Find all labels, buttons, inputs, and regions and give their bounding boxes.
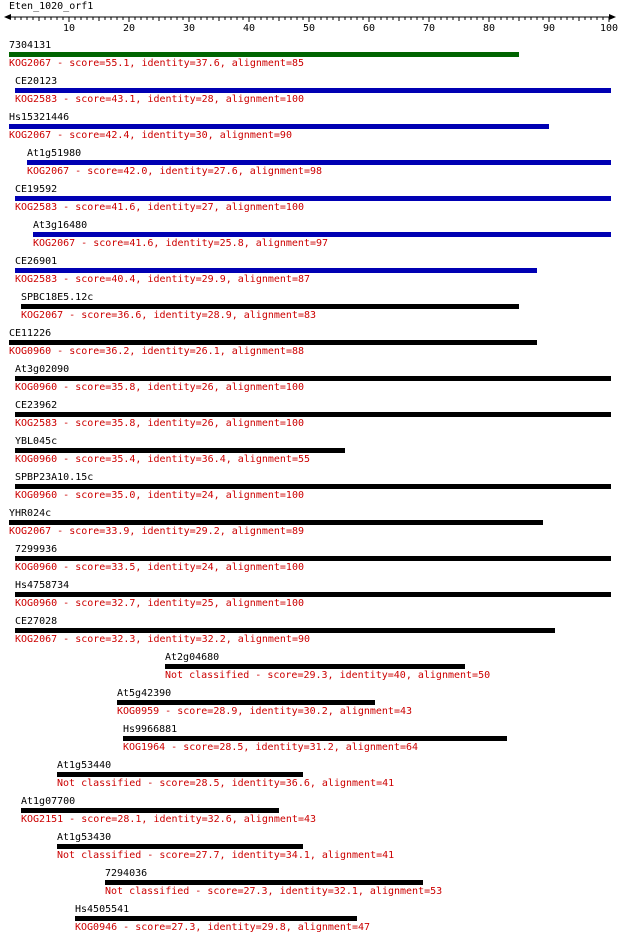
ruler-tick-label: 20 bbox=[122, 23, 136, 34]
hit-row[interactable] bbox=[165, 652, 490, 681]
alignment-bar[interactable] bbox=[15, 556, 611, 561]
hit-detail: KOG2067 - score=36.6, identity=28.9, alignment=83 bbox=[21, 310, 317, 321]
hit-row[interactable] bbox=[21, 796, 316, 825]
hit-name[interactable]: CE20123 bbox=[15, 76, 58, 87]
hit-row[interactable] bbox=[15, 364, 611, 393]
hit-detail: KOG0960 - score=33.5, identity=24, alignment=100 bbox=[15, 562, 304, 573]
alignment-bar[interactable] bbox=[15, 376, 611, 381]
alignment-bar[interactable] bbox=[15, 484, 611, 489]
hit-name[interactable]: 7304131 bbox=[9, 40, 52, 51]
alignment-bar[interactable] bbox=[15, 88, 611, 93]
hit-row[interactable] bbox=[15, 472, 611, 501]
hit-row[interactable] bbox=[21, 292, 519, 321]
hit-detail: KOG1964 - score=28.5, identity=31.2, alignment=64 bbox=[123, 742, 419, 753]
hit-detail: KOG0946 - score=27.3, identity=29.8, alignment=47 bbox=[75, 922, 371, 933]
hit-row[interactable] bbox=[9, 508, 543, 537]
hit-detail: KOG2583 - score=35.8, identity=26, alignment=100 bbox=[15, 418, 304, 429]
hit-row[interactable] bbox=[15, 544, 611, 573]
hit-name[interactable]: Hs15321446 bbox=[9, 112, 70, 123]
hit-detail: KOG0960 - score=35.4, identity=36.4, alignment=55 bbox=[15, 454, 311, 465]
alignment-bar[interactable] bbox=[15, 628, 555, 633]
hit-name[interactable]: At1g51980 bbox=[27, 148, 82, 159]
alignment-bar[interactable] bbox=[75, 916, 357, 921]
hit-row[interactable] bbox=[75, 904, 370, 933]
hit-name[interactable]: At1g07700 bbox=[21, 796, 76, 807]
hit-name[interactable]: YHR024c bbox=[9, 508, 52, 519]
query-title: Eten_1020_orf1 bbox=[9, 1, 94, 12]
hit-name[interactable]: Hs4758734 bbox=[15, 580, 70, 591]
alignment-bar[interactable] bbox=[15, 196, 611, 201]
alignment-bar[interactable] bbox=[105, 880, 423, 885]
hit-detail: Not classified - score=28.5, identity=36.6, alignment=41 bbox=[57, 778, 395, 789]
ruler bbox=[4, 14, 618, 34]
ruler-right-arrow-icon bbox=[609, 14, 616, 20]
hit-row[interactable] bbox=[9, 112, 549, 141]
hit-detail: KOG2067 - score=41.6, identity=25.8, alignment=97 bbox=[33, 238, 329, 249]
hit-name[interactable]: 7294036 bbox=[105, 868, 148, 879]
hit-detail: KOG2583 - score=41.6, identity=27, alignment=100 bbox=[15, 202, 304, 213]
hit-name[interactable]: YBL045c bbox=[15, 436, 58, 447]
hit-name[interactable]: CE11226 bbox=[9, 328, 52, 339]
ruler-tick-label: 70 bbox=[422, 23, 436, 34]
alignment-bar[interactable] bbox=[15, 592, 611, 597]
hit-detail: KOG0960 - score=36.2, identity=26.1, alignment=88 bbox=[9, 346, 305, 357]
hit-detail: KOG0960 - score=35.8, identity=26, alignment=100 bbox=[15, 382, 304, 393]
hit-name[interactable]: At3g16480 bbox=[33, 220, 88, 231]
alignment-bar[interactable] bbox=[27, 160, 611, 165]
hit-row[interactable] bbox=[15, 256, 537, 285]
hit-detail: Not classified - score=29.3, identity=40, alignment=50 bbox=[165, 670, 491, 681]
hit-name[interactable]: CE26901 bbox=[15, 256, 58, 267]
hit-row[interactable] bbox=[123, 724, 507, 753]
hit-name[interactable]: SPBC18E5.12c bbox=[21, 292, 94, 303]
hit-name[interactable]: At2g04680 bbox=[165, 652, 220, 663]
hit-row[interactable] bbox=[15, 616, 555, 645]
alignment-bar[interactable] bbox=[57, 844, 303, 849]
hit-row[interactable] bbox=[117, 688, 412, 717]
hit-detail: KOG2067 - score=42.0, identity=27.6, alignment=98 bbox=[27, 166, 323, 177]
hit-detail: KOG0960 - score=35.0, identity=24, alignment=100 bbox=[15, 490, 304, 501]
alignment-bar[interactable] bbox=[15, 448, 345, 453]
ruler-tick-label: 30 bbox=[182, 23, 196, 34]
hit-row[interactable] bbox=[57, 760, 394, 789]
hit-row[interactable] bbox=[9, 328, 537, 357]
alignment-bar[interactable] bbox=[165, 664, 465, 669]
hit-name[interactable]: 7299936 bbox=[15, 544, 58, 555]
alignment-bar[interactable] bbox=[15, 268, 537, 273]
hit-row[interactable] bbox=[57, 832, 394, 861]
hit-detail: KOG0960 - score=32.7, identity=25, alignment=100 bbox=[15, 598, 304, 609]
hit-detail: KOG0959 - score=28.9, identity=30.2, alignment=43 bbox=[117, 706, 413, 717]
alignment-bar[interactable] bbox=[21, 808, 279, 813]
hit-name[interactable]: CE27028 bbox=[15, 616, 58, 627]
alignment-bar[interactable] bbox=[9, 124, 549, 129]
hit-detail: Not classified - score=27.3, identity=32.1, alignment=53 bbox=[105, 886, 443, 897]
ruler-tick-label: 10 bbox=[62, 23, 76, 34]
hit-detail: KOG2067 - score=55.1, identity=37.6, alignment=85 bbox=[9, 58, 305, 69]
hit-detail: KOG2067 - score=32.3, identity=32.2, alignment=90 bbox=[15, 634, 311, 645]
alignment-bar[interactable] bbox=[9, 340, 537, 345]
hit-row[interactable] bbox=[15, 580, 611, 609]
hit-name[interactable]: Hs9966881 bbox=[123, 724, 178, 735]
hit-name[interactable]: At5g42390 bbox=[117, 688, 172, 699]
ruler-tick-label: 100 bbox=[599, 23, 619, 34]
hit-list bbox=[9, 40, 611, 933]
alignment-bar[interactable] bbox=[123, 736, 507, 741]
hit-name[interactable]: At1g53430 bbox=[57, 832, 112, 843]
hit-detail: Not classified - score=27.7, identity=34.1, alignment=41 bbox=[57, 850, 395, 861]
ruler-tick-label: 50 bbox=[302, 23, 316, 34]
alignment-bar[interactable] bbox=[21, 304, 519, 309]
hit-row[interactable] bbox=[33, 220, 611, 249]
hit-name[interactable]: SPBP23A10.15c bbox=[15, 472, 94, 483]
alignment-bar[interactable] bbox=[117, 700, 375, 705]
hit-row[interactable] bbox=[15, 76, 611, 105]
alignment-bar[interactable] bbox=[57, 772, 303, 777]
hit-row[interactable] bbox=[105, 868, 442, 897]
hit-detail: KOG2067 - score=33.9, identity=29.2, alignment=89 bbox=[9, 526, 305, 537]
hit-detail: KOG2151 - score=28.1, identity=32.6, alignment=43 bbox=[21, 814, 317, 825]
hit-name[interactable]: CE19592 bbox=[15, 184, 58, 195]
hit-row[interactable] bbox=[9, 40, 519, 69]
alignment-bar[interactable] bbox=[9, 52, 519, 57]
ruler-left-arrow-icon bbox=[4, 14, 11, 20]
alignment-bar[interactable] bbox=[15, 412, 611, 417]
hit-row[interactable] bbox=[15, 400, 611, 429]
hit-detail: KOG2583 - score=43.1, identity=28, alignment=100 bbox=[15, 94, 304, 105]
hit-row[interactable] bbox=[15, 184, 611, 213]
alignment-bar[interactable] bbox=[33, 232, 611, 237]
hit-detail: KOG2067 - score=42.4, identity=30, alignment=90 bbox=[9, 130, 292, 141]
hit-detail: KOG2583 - score=40.4, identity=29.9, alignment=87 bbox=[15, 274, 311, 285]
ruler-tick-label: 80 bbox=[482, 23, 496, 34]
hit-row[interactable] bbox=[15, 436, 345, 465]
hit-name[interactable]: At1g53440 bbox=[57, 760, 112, 771]
alignment-bar[interactable] bbox=[9, 520, 543, 525]
hit-name[interactable]: At3g02090 bbox=[15, 364, 70, 375]
ruler-tick-label: 40 bbox=[242, 23, 256, 34]
hit-row[interactable] bbox=[27, 148, 611, 177]
hit-name[interactable]: CE23962 bbox=[15, 400, 58, 411]
hit-name[interactable]: Hs4505541 bbox=[75, 904, 130, 915]
ruler-tick-label: 60 bbox=[362, 23, 376, 34]
ruler-tick-label: 90 bbox=[542, 23, 556, 34]
